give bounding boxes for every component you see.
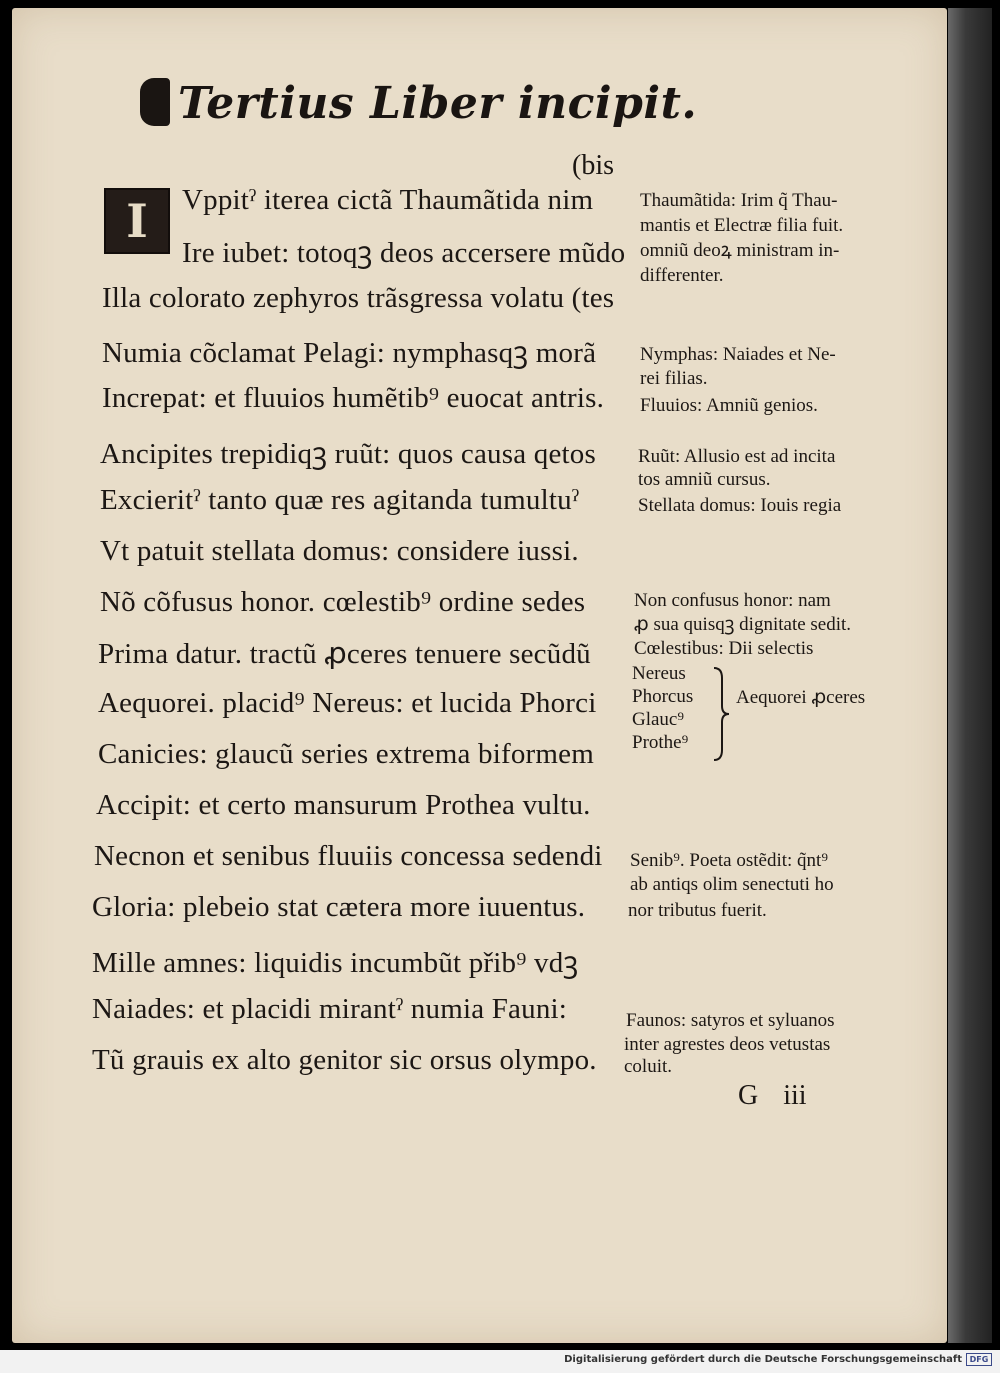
verse-line: Accipit: et certo mansurum Prothea vultu. (96, 789, 591, 821)
brace-name: Phorcus (632, 686, 694, 707)
gloss-line: Nymphas: Naiades et Ne- (640, 344, 836, 365)
verse-line: Tũ grauis ex alto genitor sic orsus olympo. (92, 1044, 597, 1076)
gloss-line: Faunos: satyros et syluanos (626, 1010, 835, 1031)
gloss-line: nor tributus fuerit. (628, 900, 767, 921)
gloss-line: rei filias. (640, 368, 708, 389)
verse-line: Nõ cõfusus honor. cœlestib⁹ ordine sedes (100, 586, 586, 618)
gloss-line: Senib⁹. Poeta ostẽdit: q̃nt⁹ (630, 850, 828, 871)
verse-line: Naiades: et placidi mirantˀ numia Fauni: (92, 993, 568, 1025)
brace-name: Nereus (632, 663, 686, 684)
brace-name-list (632, 662, 693, 754)
verse-line: Necnon et senibus fluuiis concessa sedendi (94, 840, 603, 872)
gloss-line: Cœlestibus: Dii selectis (634, 638, 814, 659)
verse-line: Excieritˀ tanto quæ res agitanda tumultuˀ (100, 484, 580, 516)
verse-line: Aequorei. placid⁹ Nereus: et lucida Phorci (98, 687, 597, 719)
verse-line: Prima datur. tractũ ꝓceres tenuere secũdũ (98, 638, 591, 670)
book-heading (140, 78, 840, 129)
gloss-line: ꝓ sua quisqꝫ dignitate sedit. (634, 614, 852, 635)
signature-mark: G iii (738, 1080, 807, 1111)
gloss-line: Thaumãtida: Irim q̃ Thau- (640, 190, 838, 211)
verse-line: Vppitˀ iterea cictã Thaumãtida nim (182, 184, 594, 216)
gloss-line: differenter. (640, 265, 724, 286)
gloss-line: coluit. (624, 1056, 673, 1077)
verse-line: Illa colorato zephyros trãsgressa volatu (tes (102, 282, 615, 314)
gloss-line: inter agrestes deos vetustas (624, 1034, 831, 1055)
verse-line: Increpat: et fluuios humẽtib⁹ euocat antris. (102, 382, 605, 414)
dfg-logo: DFG (966, 1353, 992, 1366)
page-edge (948, 8, 992, 1343)
gloss-line: omniũ deoꝝ ministram in- (640, 240, 840, 261)
verse-line: Mille amnes: liquidis incumbũt přib⁹ vdꝫ (92, 947, 579, 979)
brace-label: Aequorei ꝓceres (736, 687, 866, 708)
digitization-credit: Digitalisierung gefördert durch die Deutsche Forschungsgemeinschaft (564, 1354, 962, 1365)
verse-line: Ancipites trepidiqꝫ ruũt: quos causa qetos (100, 438, 596, 470)
initial-letter: I (126, 194, 148, 248)
heading-text: Tertius Liber incipit. (178, 78, 698, 129)
line-overflow-bis: (bis (572, 150, 614, 181)
decorated-initial (104, 188, 170, 254)
gloss-line: ab antiqs olim senectuti ho (630, 874, 834, 895)
verse-line: Vt patuit stellata domus: considere iussi. (100, 535, 579, 567)
curly-brace-icon (712, 666, 730, 762)
gloss-line: Non confusus honor: nam (634, 590, 831, 611)
brace-name: Glauc⁹ (632, 709, 684, 730)
gloss-line: Stellata domus: Iouis regia (638, 495, 842, 516)
pilcrow-icon (140, 78, 170, 126)
gloss-line: Fluuios: Amniũ genios. (640, 395, 818, 416)
verse-line: Numia cõclamat Pelagi: nymphasqꝫ morã (102, 337, 597, 369)
verse-line: Gloria: plebeio stat cætera more iuuentus. (92, 891, 586, 923)
gloss-line: tos amniũ cursus. (638, 469, 771, 490)
verse-line: Ire iubet: totoqꝫ deos accersere mũdo (182, 237, 626, 269)
verse-line: Canicies: glaucũ series extrema biformem (98, 738, 594, 770)
gloss-line: mantis et Electræ filia fuit. (640, 215, 844, 236)
brace-name: Prothe⁹ (632, 732, 689, 753)
gloss-line: Ruũt: Allusio est ad incita (638, 446, 836, 467)
